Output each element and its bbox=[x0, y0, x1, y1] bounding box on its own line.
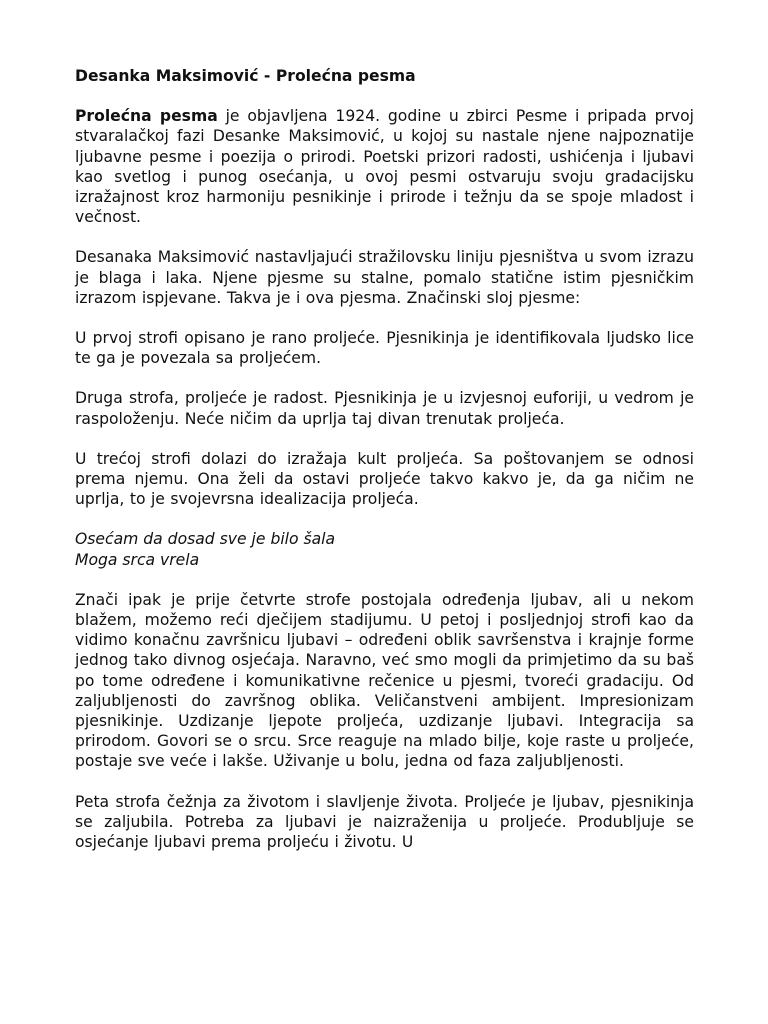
document-title: Desanka Maksimović - Prolećna pesma bbox=[75, 67, 416, 85]
paragraph: Druga strofa, proljeće je radost. Pjesnikinja je u izvjesnoj euforiji, u vedrom je raspoloženju. Neće ničim da uprlja taj divan trenutak proljeća. bbox=[75, 389, 694, 428]
paragraph: U prvoj strofi opisano je rano proljeće. Pjesnikinja je identifikovala ljudsko lice te ga je povezala sa proljećem. bbox=[75, 329, 694, 368]
intro-rest: je objavljena 1924. godine u zbirci Pesme i pripada prvoj stvaralačkoj fazi Desanke Maksimović, u kojoj su nastale njene najpoznatije ljubavne pesme i poezija o prirodi. Poetski prizori radosti, ushićenja i ljubavi kao svetlog i punog osećanja, u ovoj pesmi ostvaruju svoju gradacijsku izražajnost kroz harmoniju pesnikinje i prirode i težnju da se spoje mladost i večnost. bbox=[75, 107, 695, 227]
verse-line: Moga srca vrela bbox=[75, 550, 200, 569]
document-page bbox=[75, 66, 694, 852]
paragraph: Desanaka Maksimović nastavljajući stražilovsku liniju pjesništva u svom izrazu je blaga i laka. Njene pjesme su stalne, pomalo statične istim pjesničkim izrazom ispjevane. Takva je i ova pjesma. Značinski sloj pjesme: bbox=[75, 248, 694, 307]
paragraph: Znači ipak je prije četvrte strofe postojala određenja ljubav, ali u nekom blažem, možemo reći dječijem stadijumu. U petoj i posljednjoj strofi kao da vidimo konačnu završnicu ljubavi – određeni oblik savršenstva i krajnje forme jednog tako divnog osjećaja. Naravno, već smo mogli da primjetimo da su baš po tome određene i komunikativne rečenice u pjesmi, tvoreći gradaciju. Od zaljubljenosti do završnog oblika. Veličanstveni ambijent. Impresionizam pjesnikinje. Uzdizanje ljepote proljeća, uzdizanje ljubavi. Integracija sa prirodom. Govori se o srcu. Srce reaguje na mlado bilje, koje raste u proljeće, postaje sve veće i lakše. Uživanje u bolu, jedna od faza zaljubljenosti. bbox=[75, 590, 694, 771]
paragraph: Peta strofa čežnja za životom i slavljenje života. Proljeće je ljubav, pjesnikinja se zaljubila. Potreba za ljubavi je naizraženija u proljeće. Produbljuje se osjećanje ljubavi prema proljeću i životu. U bbox=[75, 792, 694, 852]
paragraph: U trećoj strofi dolazi do izražaja kult proljeća. Sa poštovanjem se odnosi prema njemu. Ona želi da ostavi proljeće takvo kakvo je, da ga ničim ne uprlja, to je svojevrsna idealizacija proljeća. bbox=[75, 449, 694, 509]
verse-quote bbox=[75, 529, 694, 569]
intro-lead: Prolećna pesma bbox=[75, 107, 218, 126]
verse-line: Osećam da dosad sve je bilo šala bbox=[75, 530, 336, 549]
intro-paragraph bbox=[75, 106, 694, 227]
